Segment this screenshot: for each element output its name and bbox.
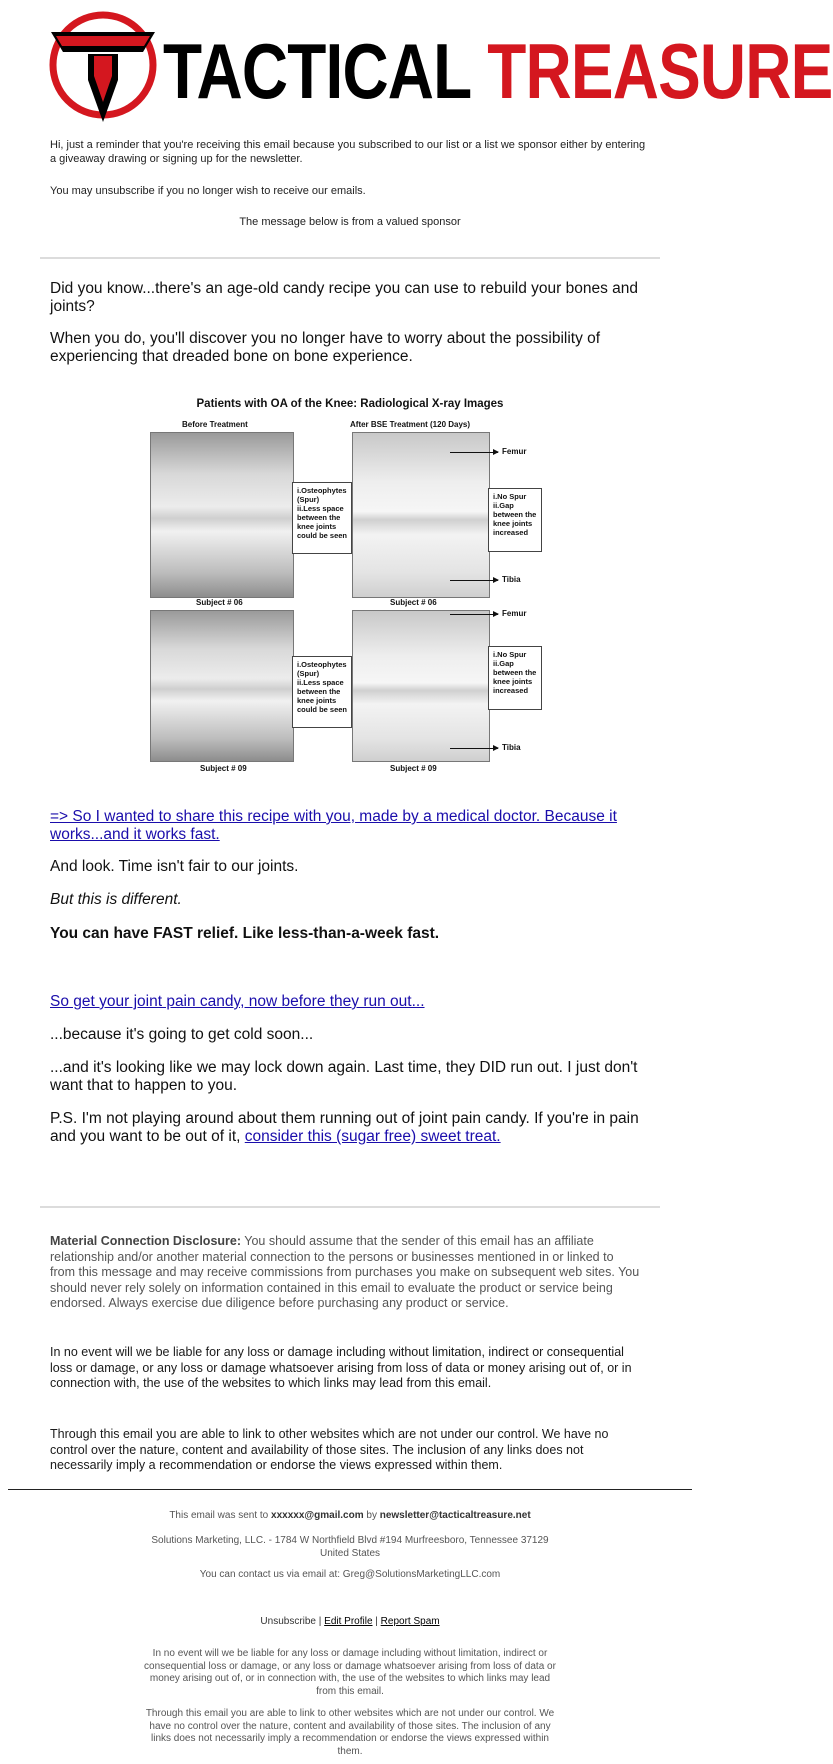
brand-word-treasure: TREASURE — [487, 27, 833, 115]
tactical-t-target-icon — [48, 10, 158, 128]
recipe-link[interactable]: => So I wanted to share this recipe with you, made by a medical doctor. Because it works...and it works fast. — [50, 808, 617, 843]
message-paragraph-1: Did you know...there's an age-old candy recipe you can use to rebuild your bones and joints? — [50, 280, 639, 315]
footer-contact: You can contact us via email at: Greg@SolutionsMarketingLLC.com — [199, 1569, 501, 1580]
message-paragraph-5: You can have FAST relief. Like less-than-a-week fast. — [50, 925, 440, 942]
footer-liability: In no event will we be liable for any loss or damage including without limitation, indirect or consequential loss or damage, or any loss or damage whatsoever arising from loss of data or money arising out of, or in connection with, the use of the websites to which links may lead from this email. — [144, 1648, 556, 1697]
xray-before-subject-06 — [150, 432, 294, 598]
material-connection-disclosure — [50, 1234, 640, 1312]
brand-wordmark — [163, 28, 832, 114]
note-before-subject-09: i.Osteophytes (Spur) ii.Less space between the knee joints could be seen — [292, 656, 352, 728]
sender-email: newsletter@tacticaltreasure.net — [379, 1510, 531, 1521]
subject-06-label-before: Subject # 06 — [196, 598, 243, 607]
column-after-label: After BSE Treatment (120 Days) — [350, 420, 471, 429]
footer-address: Solutions Marketing, LLC. - 1784 W Northfield Blvd #194 Murfreesboro, Tennessee 37129 United States — [151, 1535, 549, 1559]
intro-unsubscribe-note: You may unsubscribe if you no longer wish to receive our emails. — [50, 185, 366, 197]
liability-disclaimer: In no event will we be liable for any loss or damage including without limitation, indirect or consequential loss or damage, or any loss or damage whatsoever arising from loss of data or money arising out of, or in connection with, the use of the websites to which links may lead from this email. — [50, 1345, 632, 1390]
column-before-label: Before Treatment — [182, 420, 248, 429]
femur-arrow — [450, 452, 498, 453]
footer-divider — [8, 1489, 692, 1490]
femur-arrow-2 — [450, 614, 498, 615]
subject-09-label-after: Subject # 09 — [390, 764, 437, 773]
ps-text: P.S. I'm not playing around about them running out of joint pain candy. If you're in pain and you want to be out of it, — [50, 1110, 639, 1145]
recipient-email: xxxxxx@gmail.com — [271, 1510, 364, 1521]
subject-06-label-after: Subject # 06 — [390, 598, 437, 607]
tibia-label-1: Tibia — [502, 575, 521, 584]
femur-label-2: Femur — [502, 609, 527, 618]
note-after-subject-09: i.No Spur ii.Gap between the knee joints increased — [488, 646, 542, 710]
third-party-disclaimer: Through this email you are able to link to other websites which are not under our control. We have no control over the nature, content and availability of those sites. The inclusion of any links does not necessarily imply a recommendation or endorse the views expressed within them. — [50, 1427, 609, 1472]
disclosure-label: Material Connection Disclosure: — [50, 1234, 242, 1248]
footer-sep-1: | — [316, 1616, 325, 1627]
tibia-label-2: Tibia — [502, 743, 521, 752]
message-paragraph-ps — [50, 1110, 640, 1146]
footer-sep-2: | — [372, 1616, 381, 1627]
report-spam-link[interactable]: Report Spam — [380, 1616, 440, 1627]
note-before-subject-06: i.Osteophytes (Spur) ii.Less space between the knee joints could be seen — [292, 482, 352, 554]
message-paragraph-7: ...and it's looking like we may lock down again. Last time, they DID run out. I just don't want that to happen to you. — [50, 1059, 638, 1094]
message-paragraph-3: And look. Time isn't fair to our joints. — [50, 858, 299, 875]
tibia-arrow — [450, 580, 498, 581]
sweet-treat-link[interactable]: consider this (sugar free) sweet treat. — [244, 1128, 501, 1145]
unsubscribe-link[interactable]: Unsubscribe — [260, 1616, 316, 1627]
xray-after-subject-09 — [352, 610, 490, 762]
divider — [40, 257, 660, 259]
sent-to-prefix: This email was sent to — [169, 1510, 272, 1521]
sent-by-word: by — [363, 1510, 380, 1521]
brand-word-tactical: TACTICAL — [163, 27, 471, 115]
disclosure-text: You should assume that the sender of this email has an affiliate relationship and/or another material connection to the persons or businesses mentioned in or linked to from this message and may receive commissions from purchases you make on subsequent web sites. You should never rely solely on information contained in this email to evaluate the product or service being endorsed. Always exercise due diligence before purchasing any product or service. — [50, 1234, 640, 1310]
subject-09-label-before: Subject # 09 — [200, 764, 247, 773]
joint-pain-candy-link[interactable]: So get your joint pain candy, now before they run out... — [50, 993, 425, 1010]
message-paragraph-2: When you do, you'll discover you no longer have to worry about the possibility of experiencing that dreaded bone on bone experience. — [50, 330, 601, 365]
message-paragraph-6: ...because it's going to get cold soon... — [50, 1026, 314, 1043]
footer-links — [140, 1616, 560, 1629]
note-after-subject-06: i.No Spur ii.Gap between the knee joints increased — [488, 488, 542, 552]
divider — [40, 1206, 660, 1208]
edit-profile-link[interactable]: Edit Profile — [324, 1616, 373, 1627]
xray-after-subject-06 — [352, 432, 490, 598]
xray-before-subject-09 — [150, 610, 294, 762]
femur-label-1: Femur — [502, 447, 527, 456]
tibia-arrow-2 — [450, 748, 498, 749]
message-paragraph-4: But this is different. — [50, 891, 182, 908]
footer-third-party: Through this email you are able to link to other websites which are not under our control. We have no control over the nature, content and availability of those sites. The inclusion of any links does not necessarily imply a recommendation or endorse the views expressed within them. — [145, 1708, 555, 1757]
figure-title: Patients with OA of the Knee: Radiological X-ray Images — [196, 398, 504, 410]
intro-reminder: Hi, just a reminder that you're receiving this email because you subscribed to our list or a list we sponsor either by entering a giveaway drawing or signing up for the newsletter. — [50, 139, 646, 165]
footer-sent-to — [140, 1510, 560, 1523]
xray-comparison-figure[interactable] — [150, 398, 550, 778]
sponsor-line: The message below is from a valued sponsor — [239, 216, 461, 228]
brand-logo[interactable] — [48, 10, 833, 128]
